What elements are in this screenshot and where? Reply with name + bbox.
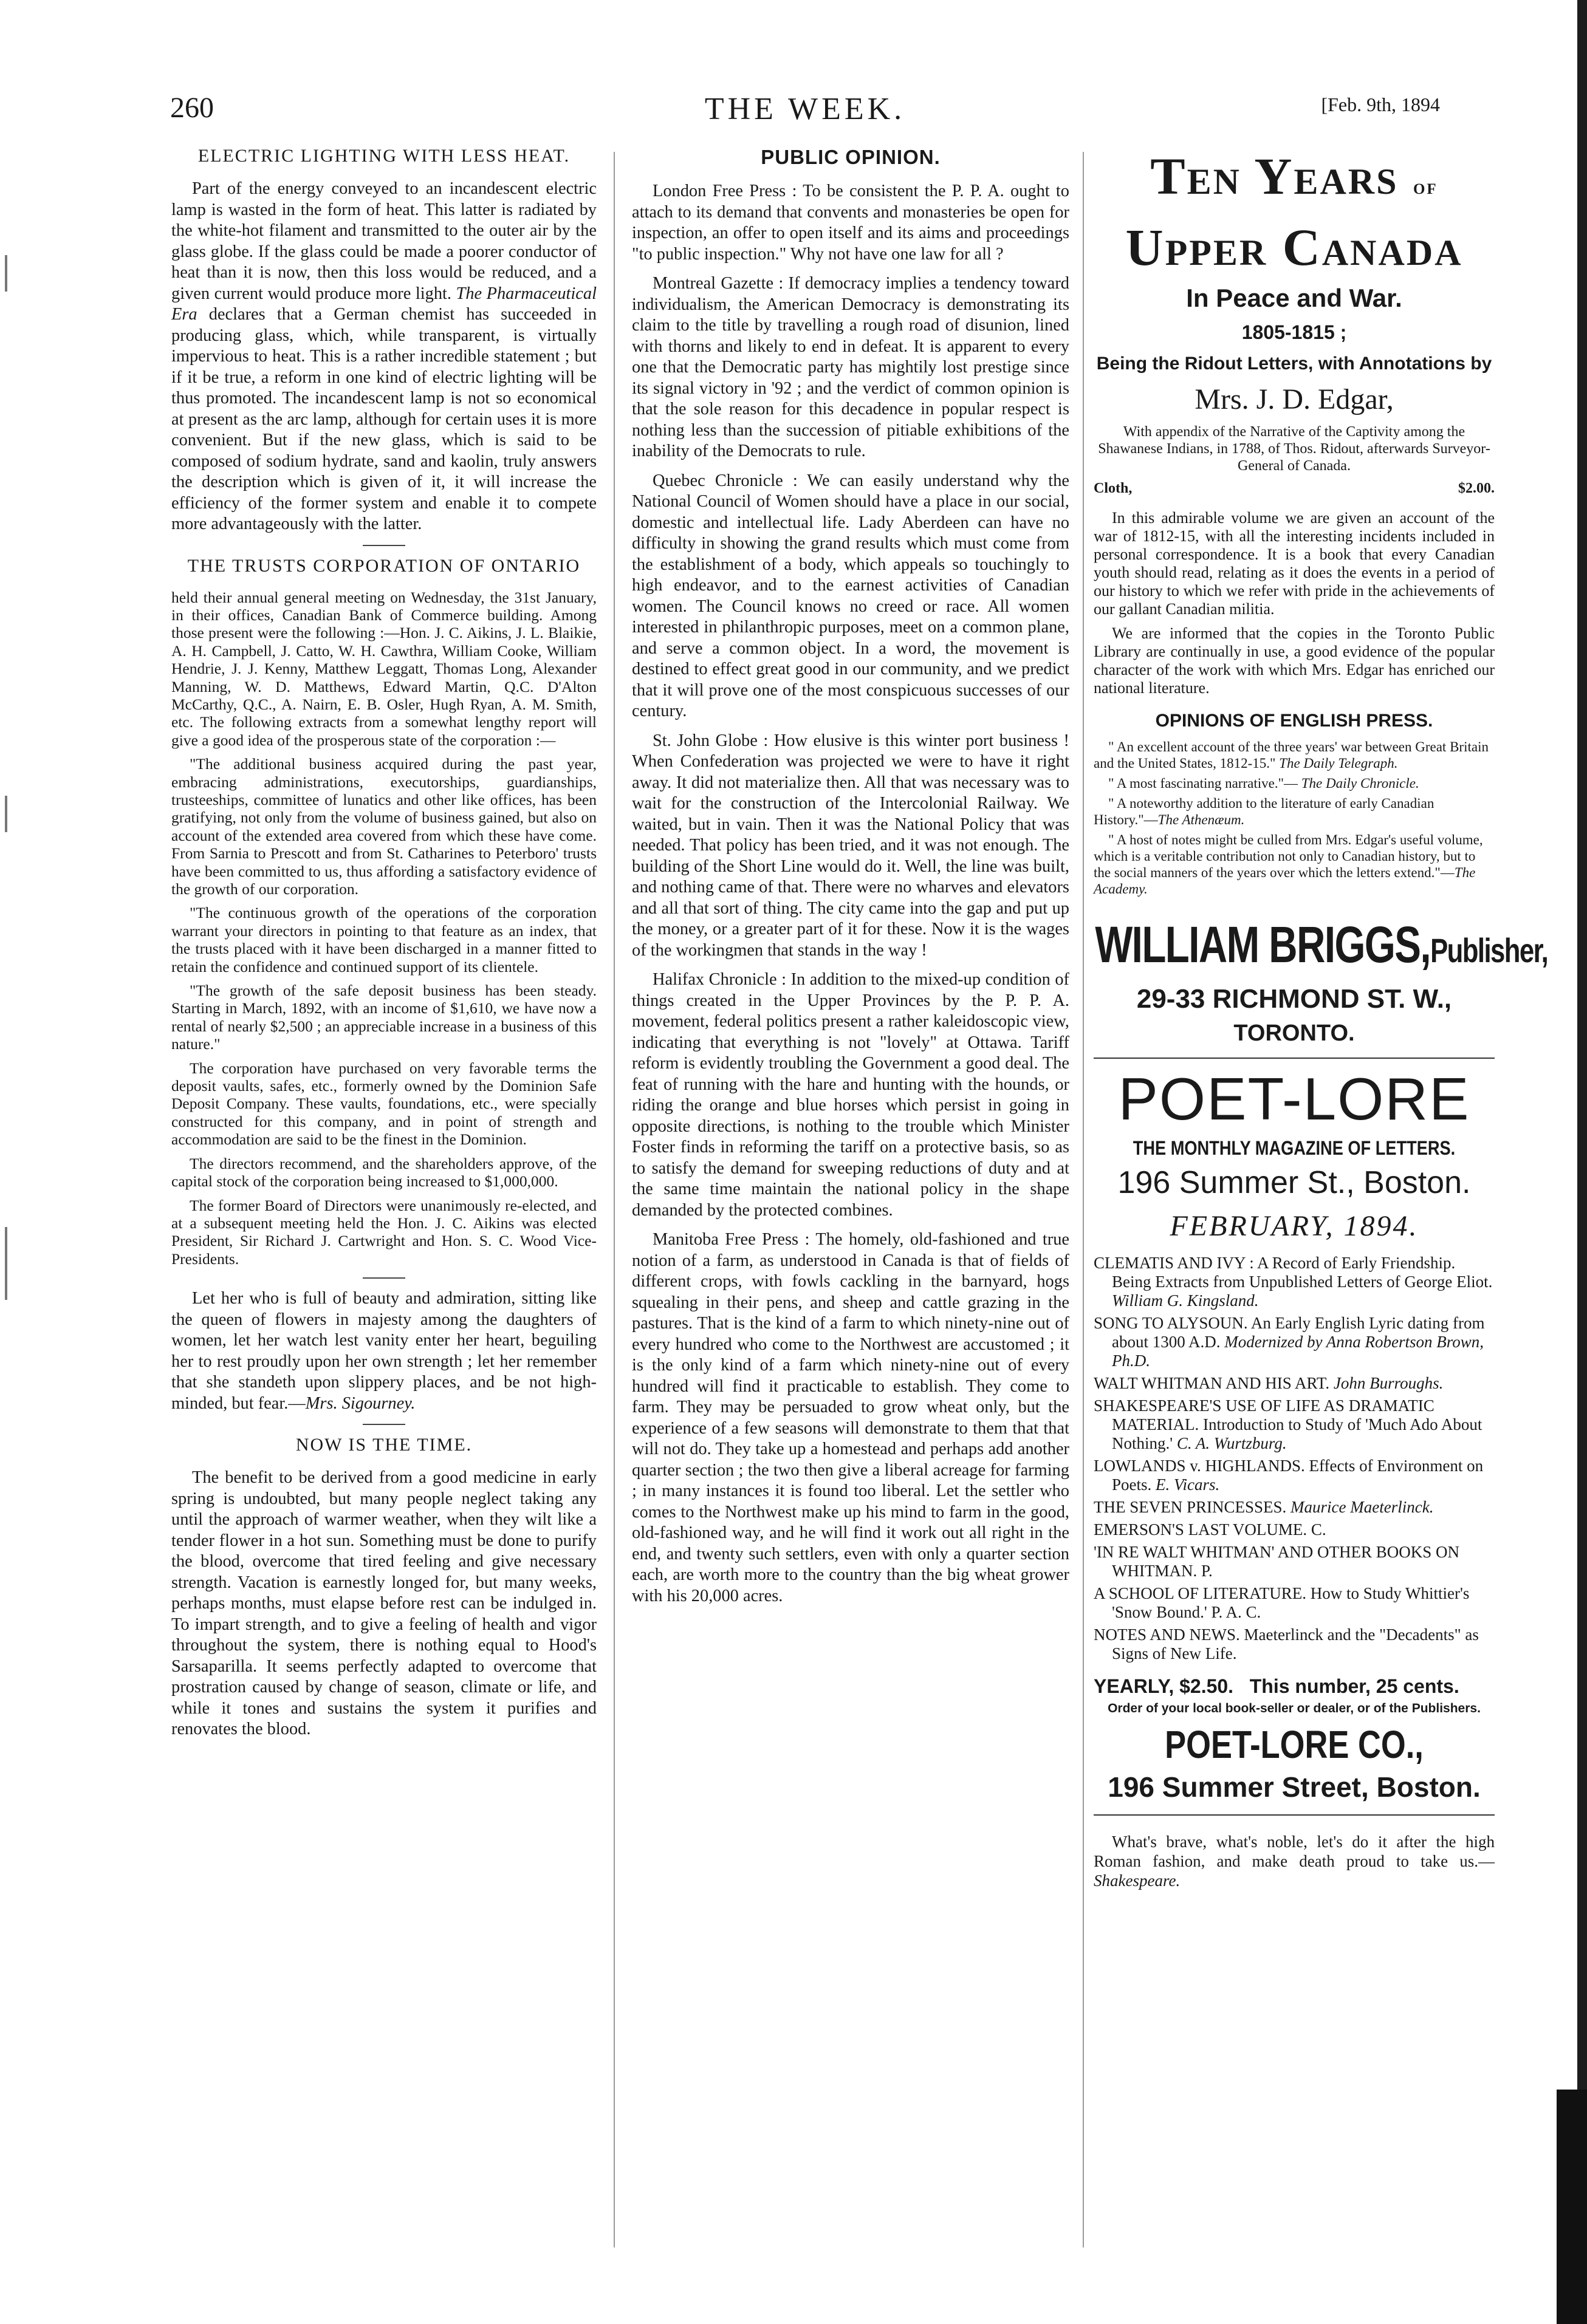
opinion-quebec: Quebec Chronicle : We can easily understand why the National Council of Women should have a place in our social, domestic and intellectual life. Lady Aberdeen can have no difficulty in showing the grand results which must come from the establishment of a body, which appeals so touchingly to high endeavor, and to the earnest activities of Canadian women. The Council knows no creed or race. All women interested in philanthropic purposes, meet on a common plane, and serve a common object. In a word, the movement is destined to effect great good in our community, and we predict that it will prove one of the most conspicuous successes of our century. — [632, 471, 1069, 720]
press-quote: " A host of notes might be culled from Mrs. Edgar's useful volume, which is a veritable contribution not only to Canadian history, but to the social manners of the years over which the letters extend."—The Academy. — [1094, 832, 1483, 897]
ad-description: Being the Ridout Letters, with Annotations by — [1096, 354, 1492, 374]
opinion-halifax: Halifax Chronicle : In addition to the mixed-up condition of things created in the Upper Provinces by the P. P. A. movement, federal politics present a rather kaleidoscopic view, indicating that everything is not "lovely" at Ottawa. Tariff reform is evidently troubling the Government a good deal. The feat of running with the hare and hunting with the hounds, or riding the orange and blue horses which persist in going in opposite directions, is nothing to the trouble which Minister Foster finds in reforming the tariff on a protective basis, so as to satisfy the demand for sweeping reductions of duty and at the same time maintain the national policy in the shape demanded by the protected combines. — [632, 970, 1069, 1220]
masthead-title: THE WEEK. — [704, 92, 906, 126]
order-note: Order of your local book-seller or dealer, or of the Publishers. — [1108, 1701, 1481, 1715]
column-rule-2 — [1083, 152, 1084, 2247]
ad-title-line2: Upper Canada — [1125, 218, 1463, 276]
section-divider — [363, 545, 405, 546]
subscription-price: YEARLY, $2.50. This number, 25 cents. — [1094, 1675, 1459, 1697]
section-divider — [363, 1424, 405, 1425]
column-advertisements — [1094, 146, 1548, 1907]
page-number: 260 — [170, 92, 214, 124]
contents-item: EMERSON'S LAST VOLUME. C. — [1094, 1520, 1326, 1539]
ad-divider — [1094, 1814, 1495, 1816]
ad-divider — [1094, 1058, 1495, 1059]
press-quote: " A noteworthy addition to the literature of early Canadian History."—The Athenæum. — [1094, 796, 1434, 827]
contents-item: THE SEVEN PRINCESSES. Maurice Maeterlinck. — [1094, 1498, 1434, 1516]
ad-appendix: With appendix of the Narrative of the Captivity among the Shawanese Indians, in 1788, of Thos. Ridout, afterwards Surveyor-General of Canada. — [1098, 424, 1490, 474]
article-heading-now: NOW IS THE TIME. — [295, 1435, 473, 1455]
quote-attribution: Mrs. Sigourney. — [305, 1393, 416, 1413]
issue-date: [Feb. 9th, 1894 — [1321, 94, 1440, 115]
page-edge-shadow — [1577, 0, 1587, 2324]
opinions-heading: OPINIONS OF ENGLISH PRESS. — [1155, 711, 1433, 731]
poetlore-issue: FEBRUARY, 1894. — [1170, 1210, 1419, 1242]
ad-dates: 1805-1815 ; — [1241, 321, 1347, 343]
ad-paragraph: In this admirable volume we are given an account of the war of 1812-15, with all the interesting incidents included in personal correspondence. It is a book that every Canadian youth should read, relating as it does the events in a period of our history to which we refer with pride in the achievements of our gallant Canadian militia. — [1094, 509, 1495, 618]
shakespeare-quote: What's brave, what's noble, let's do it after the high Roman fashion, and make death proud to take us.—Shakespeare. — [1094, 1833, 1495, 1890]
opinion-stjohn: St. John Globe : How elusive is this winter port business ! When Confederation was projected we were to have it right away. It did not materialize then. All that was necessary was to wait for the construction of the Intercolonial Railway. We waited, but in vain. Then it was the National Policy that was needed. That policy has been tried, and it was not enough. The building of the Short Line would do it. Well, the line was built, and nothing came of that. There were no wharves and elevators and all that sort of thing. The city came into the gap and put up the money, or a greater part of it for these. Now it is the wages of the workingmen that stands in the way ! — [632, 731, 1069, 960]
column-rule-1 — [614, 152, 615, 2247]
article-paragraph: The corporation have purchased on very favorable terms the deposit vaults, safes, etc., formerly owned by the Dominion Safe Deposit Company. These vaults, foundations, etc., were specially constructed for this company, and in point of strength and accommodation are said to be the finest in the Dominion. — [171, 1059, 597, 1149]
article-paragraph: The former Board of Directors were unanimously re-elected, and at a subsequent meeting held the Hon. J. C. Aikins was elected President, Sir Richard J. Cartwright and Hon. S. C. Wood Vice-Presidents. — [171, 1196, 597, 1268]
ad-author: Mrs. J. D. Edgar, — [1195, 383, 1394, 415]
article-paragraph: "The additional business acquired during the past year, embracing administrations, executorships, guardianships, trusteeships, committee of lunatics and other like offices, has been gratifying, not only from the volume of business gained, but also on account of the extended area covered from which these have come. From Sarnia to Prescott and from St. Catharines to Peterboro' trusts have been committed to us, thus affording a satisfactory evidence of the growth of our corporation. — [171, 755, 597, 898]
article-heading-trusts: THE TRUSTS CORPORATION OF ONTARIO — [187, 555, 581, 576]
scan-mark — [5, 796, 7, 832]
contents-item: LOWLANDS v. HIGHLANDS. Effects of Environment on Poets. E. Vicars. — [1094, 1457, 1484, 1494]
ad-price-line: Cloth, $2.00. — [1094, 480, 1495, 496]
article-heading-electric: ELECTRIC LIGHTING WITH LESS HEAT. — [197, 146, 571, 166]
publication-name: The Pharmaceutical Era — [171, 284, 597, 324]
column-middle — [632, 146, 1069, 1615]
article-paragraph: "The growth of the safe deposit business has been steady. Starting in March, 1892, with an income of $1,610, we have now a rental of nearly $2,500 ; an appreciable increase in a business of this nature." — [171, 982, 597, 1053]
poetlore-address: 196 Summer St., Boston. — [1117, 1165, 1471, 1200]
poetlore-company-address: 196 Summer Street, Boston. — [1108, 1771, 1481, 1803]
contents-item: A SCHOOL OF LITERATURE. How to Study Whittier's 'Snow Bound.' P. A. C. — [1094, 1584, 1470, 1621]
ad-paragraph: We are informed that the copies in the Toronto Public Library are continually in use, a good evidence of the popular character of the work with which Mrs. Edgar has enriched our national literature. — [1094, 624, 1495, 697]
article-paragraph: "The continuous growth of the operations of the corporation warrant your directors in pointing to that feature as an index, that the trusts placed with it have been discharged in a manner fitted to retain the confidence and continued support of its clientele. — [171, 904, 597, 976]
section-heading-public-opinion: PUBLIC OPINION. — [761, 146, 941, 168]
article-paragraph: held their annual general meeting on Wednesday, the 31st January, in their offices, Canadian Bank of Commerce building. Among those present were the following :—Hon. J. C. Aikins, J. L. Blaikie, A. H. Campbell, J. Catto, W. H. Cawthra, William Cooke, William Hendrie, J. J. Kenny, Matthew Leggatt, Thomas Long, Alexander Manning, W. D. Matthews, Edward Martin, Q.C. D'Alton McCarthy, Q.C., A. Nairn, E. B. Osler, Hugh Ryan, A. M. Smith, etc. The following extracts from a somewhat lengthy report will give a good idea of the prosperous state of the corporation :— — [171, 588, 597, 749]
contents-item: 'IN RE WALT WHITMAN' AND OTHER BOOKS ON WHITMAN. P. — [1094, 1543, 1459, 1580]
article-paragraph: The benefit to be derived from a good medicine in early spring is undoubted, but many people neglect taking any until the approach of warmer weather, when they wilt like a tender flower in a hot sun. Something must be done to purify the blood, overcome that tired feeling and give necessary strength. Vacation is earnestly longed for, but many weeks, perhaps months, must elapse before rest can be indulged in. To impart strength, and to give a feeling of health and vigor throughout the system, there is nothing equal to Hood's Sarsaparilla. It seems perfectly adapted to overcome that prostration caused by change of season, climate or life, and while it tones and sustains the system it purifies and renovates the blood. — [171, 1468, 597, 1739]
publisher-city: TORONTO. — [1233, 1020, 1355, 1046]
poetlore-company: POET-LORE CO., — [1165, 1723, 1424, 1766]
article-paragraph: Part of the energy conveyed to an incandescent electric lamp is wasted in the form of heat. This latter is radiated by the white-hot filament and transmitted to the outer air by the glass globe. If the glass could be made a poorer conductor of heat than it is now, then this loss would be reduced, and a given current would produce more light. The Pharmaceutical Era declares that a German chemist has succeeded in producing glass, which, while transparent, is virtually impervious to heat. This is a rather incredible statement ; but if it be true, a reform in one kind of electric lighting will be thus promoted. The incandescent lamp is not so economical at present as the arc lamp, although for certain uses it is more convenient. But if the new glass, which is said to be composed of sodium hydrate, sand and kaolin, truly answers the description which is given of it, it will increase the efficiency of the former system and enable it to compete more advantageously with the latter. — [171, 179, 597, 533]
contents-item: CLEMATIS AND IVY : A Record of Early Friendship. Being Extracts from Unpublished Letters of George Eliot. William G. Kingsland. — [1094, 1254, 1493, 1310]
press-quote: " An excellent account of the three years' war between Great Britain and the United States, 1812-15." The Daily Telegraph. — [1094, 739, 1489, 771]
page-header — [170, 91, 1440, 134]
contents-item: NOTES AND NEWS. Maeterlinck and the "Decadents" as Signs of New Life. — [1094, 1625, 1479, 1663]
press-quote: " A most fascinating narrative."— The Daily Chronicle. — [1108, 776, 1419, 791]
scan-mark — [5, 255, 7, 292]
contents-item: WALT WHITMAN AND HIS ART. John Burroughs. — [1094, 1374, 1444, 1392]
contents-item: SONG TO ALYSOUN. An Early English Lyric dating from about 1300 A.D. Modernized by Anna Robertson Brown, Ph.D. — [1094, 1314, 1485, 1370]
column-left — [171, 146, 597, 1749]
quote-paragraph: Let her who is full of beauty and admiration, sitting like the queen of flowers in majesty among the daughters of women, let her watch lest vanity enter her heart, beguiling her to rest proudly upon her own strength ; let her remember that she standeth upon slippery places, and be not high-minded, but fear.—Mrs. Sigourney. — [171, 1289, 597, 1413]
page-corner-shadow — [1557, 2090, 1587, 2324]
contents-item: SHAKESPEARE'S USE OF LIFE AS DRAMATIC MATERIAL. Introduction to Study of 'Much Ado About Nothing.' C. A. Wurtzburg. — [1094, 1396, 1482, 1452]
publisher-address: 29-33 RICHMOND ST. W., — [1136, 984, 1452, 1014]
opinion-london: London Free Press : To be consistent the P. P. A. ought to attach to its demand that convents and monasteries be open for inspection, an offer to open itself and its aims and proceedings "to public inspection." Why not have one law for all ? — [632, 182, 1069, 264]
section-divider — [363, 1277, 405, 1279]
scan-mark — [5, 1227, 7, 1300]
publisher-name: WILLIAM BRIGGS,Publisher, — [1095, 916, 1548, 973]
ad-title-line1: Ten Years of — [1150, 147, 1438, 205]
poetlore-title: POET-LORE — [1118, 1065, 1470, 1132]
poetlore-tagline: THE MONTHLY MAGAZINE OF LETTERS. — [1133, 1137, 1456, 1159]
opinion-manitoba: Manitoba Free Press : The homely, old-fashioned and true notion of a farm, as understood in Canada is that of fields of different crops, with fowls cackling in the barnyard, hogs squealing in their pens, and sheep and cattle grazing in the pastures. That is the kind of a farm to which ninety-nine out of every hundred who come to the Northwest are accustomed ; it is the only kind of a farm which ninety-nine out of every hundred will find it practicable to establish. They come to farm. They may be persuaded to grow wheat only, but the experience of a few seasons will demonstrate to them that that will not do. They take up a homestead and perhaps add another quarter section ; the two then give a liberal acreage for farming ; in many instances it is found too liberal. Let the settler who comes to the Northwest make up his mind to farm in the good, old-fashioned way, and he will find it work out all right in the end, and twenty such settlers, even with only a quarter section each, are worth more to the country than the big wheat grower with his 20,000 acres. — [632, 1230, 1069, 1605]
ad-subtitle: In Peace and War. — [1186, 284, 1402, 312]
article-paragraph: The directors recommend, and the shareholders approve, of the capital stock of the corporation being increased to $1,000,000. — [171, 1154, 597, 1191]
opinion-montreal: Montreal Gazette : If democracy implies a tendency toward individualism, the American Democracy is demonstrating its claim to the title by travelling a rough road of disunion, lined with thorns and likely to end in defeat. It is apparent to every one that the Democratic party has mightily lost prestige since its signal victory in '92 ; and the verdict of common opinion is that the sole reason for this decadence in popular respect is nothing less than the succession of pitiable exhibitions of the inability of the Democrats to rule. — [632, 274, 1069, 460]
